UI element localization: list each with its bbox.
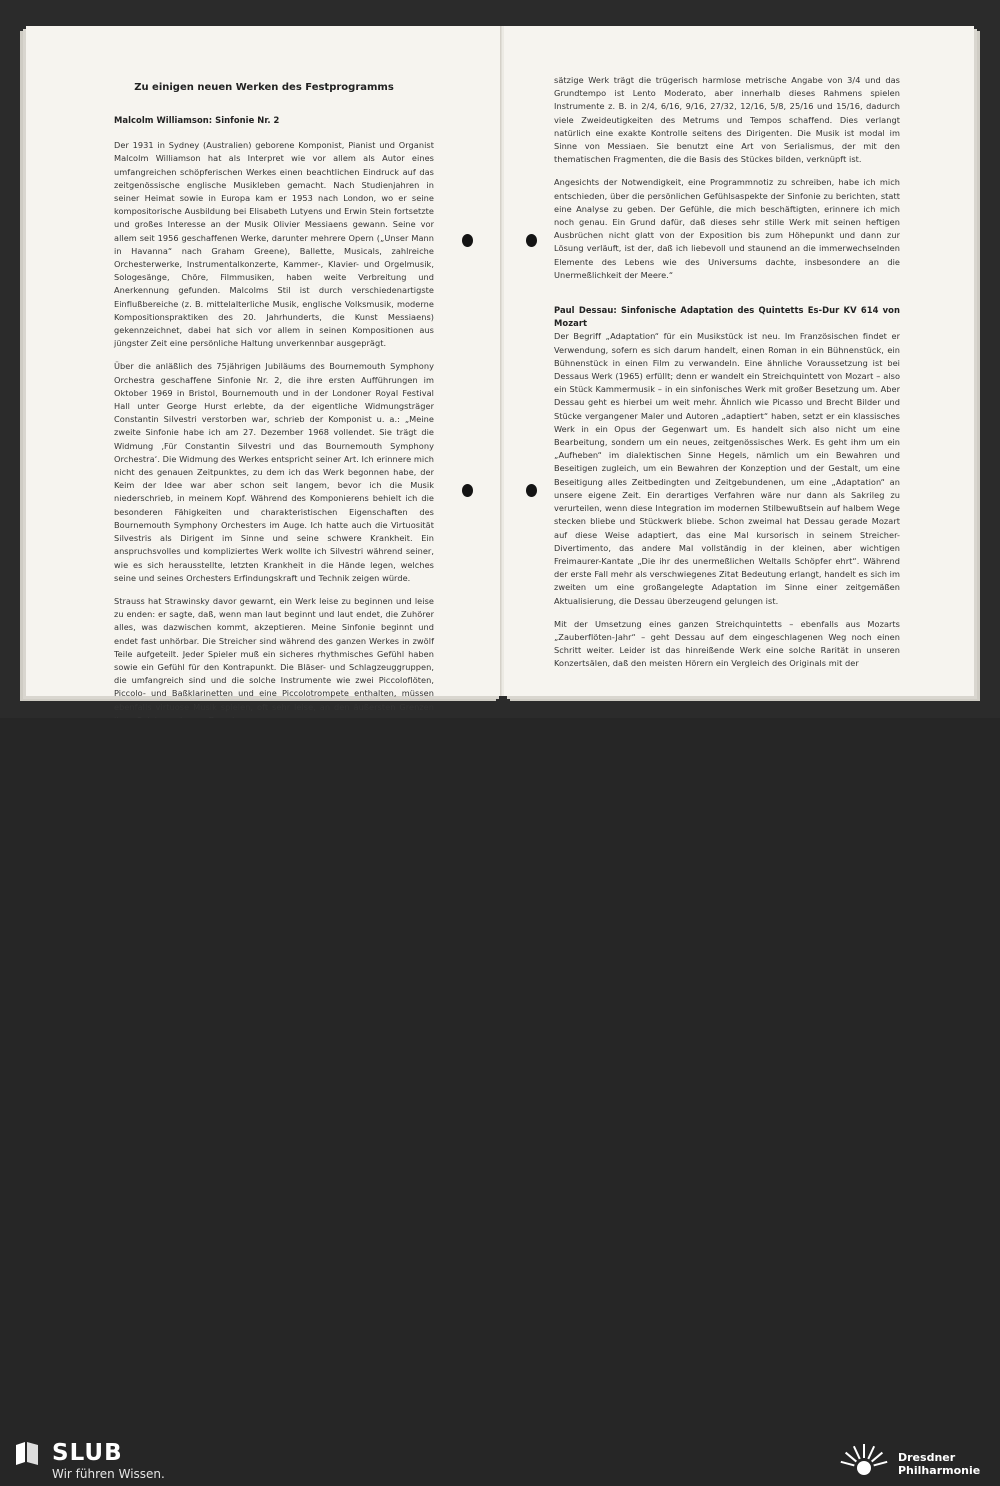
paragraph: Angesichts der Notwendigkeit, eine Programmnotiz zu schreiben, habe ich mich entschieden, über die persönlichen Gefühlsaspekte der Sinfonie zu berichten, statt eine Analyse zu geben. Der Gefühle, die mich beschäftigten, erinnere ich mich noch genau. Ein Grund dafür, daß dieses sehr stille Werk mit seinen heftigen Ausbrüchen nicht glatt von der Exposition bis zum Höhepunkt und dann zur Lösung verläuft, ist der, daß ich liebevoll und staunend an die immerwechselnden Elemente des Lebens wie des Universums dachte, insbesondere an die Unermeßlichkeit der Meere.“ <box>554 177 900 280</box>
right-page <box>504 26 974 696</box>
punch-hole <box>526 484 537 497</box>
paragraph: Der 1931 in Sydney (Australien) geborene Komponist, Pianist und Organist Malcolm Williamson hat als Interpret wie vor allem als Autor eines umfangreichen schöpferischen Werkes einen beachtlichen Eindruck auf das zeitgenössische englische Musikleben gemacht. Nach Studienjahren in seiner Heimat sowie in Europa kam er 1953 nach London, wo er seine kompositorische Ausbildung bei Elisabeth Lutyens und Erwin Stein fortsetzte und großes Interesse an der Musik Olivier Messiaens gewann. Seine vor allem seit 1956 geschaffenen Werke, darunter mehrere Opern („Unser Mann in Havanna“ nach Graham Greene), Ballette, Musicals, zahlreiche Orchesterwerke, Instrumentalkonzerte, Kammer-, Klavier- und Orgelmusik, Sologesänge, Chöre, Filmmusiken, haben weite Verbreitung und Anerkennung gefunden. Malcolms Stil ist durch verschiedenartigste Einflußbereiche (z. B. mittelalterliche Musik, englische Volksmusik, moderne Kompositionspraktiken des 20. Jahrhunderts, die Kunst Messiaens) gekennzeichnet, dabei hat sich vor allem in seinen Kompositionen aus jüngster Zeit eine persönliche Haltung unverkennbar ausgeprägt. <box>114 140 434 349</box>
paragraph: Strauss hat Strawinsky davor gewarnt, ein Werk leise zu beginnen und leise zu enden: er sagte, daß, wenn man laut beginnt und laut endet, die Zuhörer alles, was dazwischen kommt, akzeptieren. Meine Sinfonie beginnt und endet fast unhörbar. Die Streicher sind während des ganzen Werkes in zwölf Teile aufgeteilt. Jeder Spieler muß ein sicheres rhythmisches Gefühl haben sowie ein Gefühl für den Kontrapunkt. Die Bläser- und Schlagzeuggruppen, die umfangreich sind und die solche Instrumente wie zwei Piccoloflöten, Piccolo- und Baßklarinetten und eine Piccolotrompete enthalten, müssen ebenfalls virtuose Musik spielen, oft sehr leise, an den äußersten Grenzen <box>114 595 434 712</box>
library-tagline: Wir führen Wissen. <box>52 1467 165 1481</box>
left-page <box>26 26 502 712</box>
paragraph: sätzige Werk trägt die trügerisch harmlose metrische Angabe von 3/4 und das Grundtempo ist Lento Moderato, aber innerhalb dieses Rahmens spielen Instrumente z. B. in 2/4, 6/16, 9/16, 27/32, 12/16, 5/8, 25/16 und 15/16, dadurch viele Zweideutigkeiten des Metrums und Tempos schaffend. Dies verlangt natürlich eine exakte Kontrolle seitens des Dirigenten. Die Musik ist modal im Sinne von Messiaen. Sie benutzt eine Art von Serialismus, der mit den thematischen Fragmenten, die die Basis des Stückes bilden, verknüpft ist. <box>554 75 900 165</box>
philharmonie-star-icon[interactable] <box>840 1438 888 1486</box>
scanned-spread <box>0 0 1000 718</box>
partner-name[interactable] <box>898 1451 980 1477</box>
paragraph: Über die anläßlich des 75jährigen Jubiläums des Bournemouth Symphony Orchestra geschaffene Sinfonie Nr. 2, die ihre ersten Aufführungen im Oktober 1969 in Bristol, Bournemouth und in der Londoner Royal Festival Hall unter George Hurst erlebte, da der eigentliche Widmungsträger Constantin Silvestri verstorben war, schrieb der Komponist u. a.: „Meine zweite Sinfonie habe ich am 27. Dezember 1968 vollendet. Sie trägt die Widmung ‚Für Constantin Silvestri und das Bournemouth Symphony Orchestra‘. Die Widmung des Werkes entspricht seiner Art. Ich erinnere mich nicht des genauen Zeitpunktes, zu dem ich das Werk begonnen habe, der Keim der Idee war aber schon seit langem, bevor ich die Musik niederschrieb, in meinem Kopf. Während des Komponierens behielt ich die besonderen Fähigkeiten und charakteristischen Eigenschaften des Bournemouth Symphony Orchesters im Auge. Ich hatte auch die Virtuosität Silvestris als Dirigent im Sinne und seine schwere Krankheit. Ein anspruchsvolles und kompliziertes Werk wollte ich Silvestri während seiner, wie es sich herausstellte, letzten Krankheit in die Hände legen, welches seine und seines Orchesters Erfindungskraft und Technik zeigen würde. <box>114 361 434 583</box>
punch-hole <box>526 234 537 247</box>
punch-hole <box>462 234 473 247</box>
paragraph: Der Begriff „Adaptation“ für ein Musikstück ist neu. Im Französischen findet er Verwendung, sofern es sich darum handelt, einen Roman in ein Bühnenstück, ein Bühnenstück in einen Film zu verwandeln. Eine ähnliche Voraussetzung ist bei Dessaus Werk (1965) erfüllt; denn er wandelt ein Streichquintett von Mozart – also ein Stück Kammermusik – in ein sinfonisches Werk mit großer Besetzung um. Aber Dessau geht es hierbei um weit mehr. Ähnlich wie Picasso und Brecht Bilder und Stücke vergangener Maler und Autoren „adaptiert“ haben, setzt er ein klassisches Werk in ein Opus der Gegenwart um. Es handelt sich also nicht um eine Bearbeitung, sondern um ein neues, zeitgenössisches Werk. Es geht ihm um ein „Aufheben“ im dialektischen Sinne Hegels, nämlich um ein Bewahren und Beseitigen zugleich, um ein Bewahren der Konzeption und der Gestalt, um eine Beseitigung alles Zeitbedingten und Zeitgebundenen, um eine „Adaptation“ an unsere eigene Zeit. Ein derartiges Verfahren wäre nur dann als Sakrileg zu verurteilen, wenn diese Integration im modernen Stilbewußtsein auf halbem Wege stecken bliebe und Stückwerk bliebe. Schon zweimal hat Dessau gerade Mozart auf diese Weise adaptiert, das eine Mal kursorisch in seinem Streicher-Divertimento, das andere Mal vollständig in der kleinen, aber wichtigen Freimaurer-Kantate „Die ihr des unermeßlichen Weltalls Schöpfer ehrt“. Während der erste Fall mehr als verschwiegenes Zitat Bedeutung erlangt, handelt es sich im zweiten um eine großangelegte Adaptation im Sinne einer zeitgemäßen Aktualisierung, die Dessau überzeugend gelungen ist. <box>554 331 900 606</box>
paragraph: Mit der Umsetzung eines ganzen Streichquintetts – ebenfalls aus Mozarts „Zauberflöten-Jahr“ – geht Dessau auf dem eingeschlagenen Weg noch einen Schritt weiter. Leider ist das hinreißende Werk eine solche Rarität in unseren Konzertsälen, daß den meisten Hörern ein Vergleich des Originals mit der <box>554 618 900 669</box>
section-heading-dessau: Paul Dessau: Sinfonische Adaptation des Quintetts Es-Dur KV 614 von Mozart <box>554 305 900 329</box>
slub-book-icon[interactable] <box>14 1440 40 1466</box>
partner-name-line2: Philharmonie <box>898 1464 981 1477</box>
library-name[interactable]: SLUB <box>52 1440 123 1466</box>
viewer-footer <box>0 718 1000 1481</box>
section-heading-williamson: Malcolm Williamson: Sinfonie Nr. 2 <box>114 115 280 125</box>
left-text-column <box>114 114 434 737</box>
punch-hole <box>462 484 473 497</box>
right-text-column <box>554 74 900 681</box>
page-title: Zu einigen neuen Werken des Festprogramms <box>134 82 394 93</box>
partner-name-line1: Dresdner <box>898 1451 956 1464</box>
